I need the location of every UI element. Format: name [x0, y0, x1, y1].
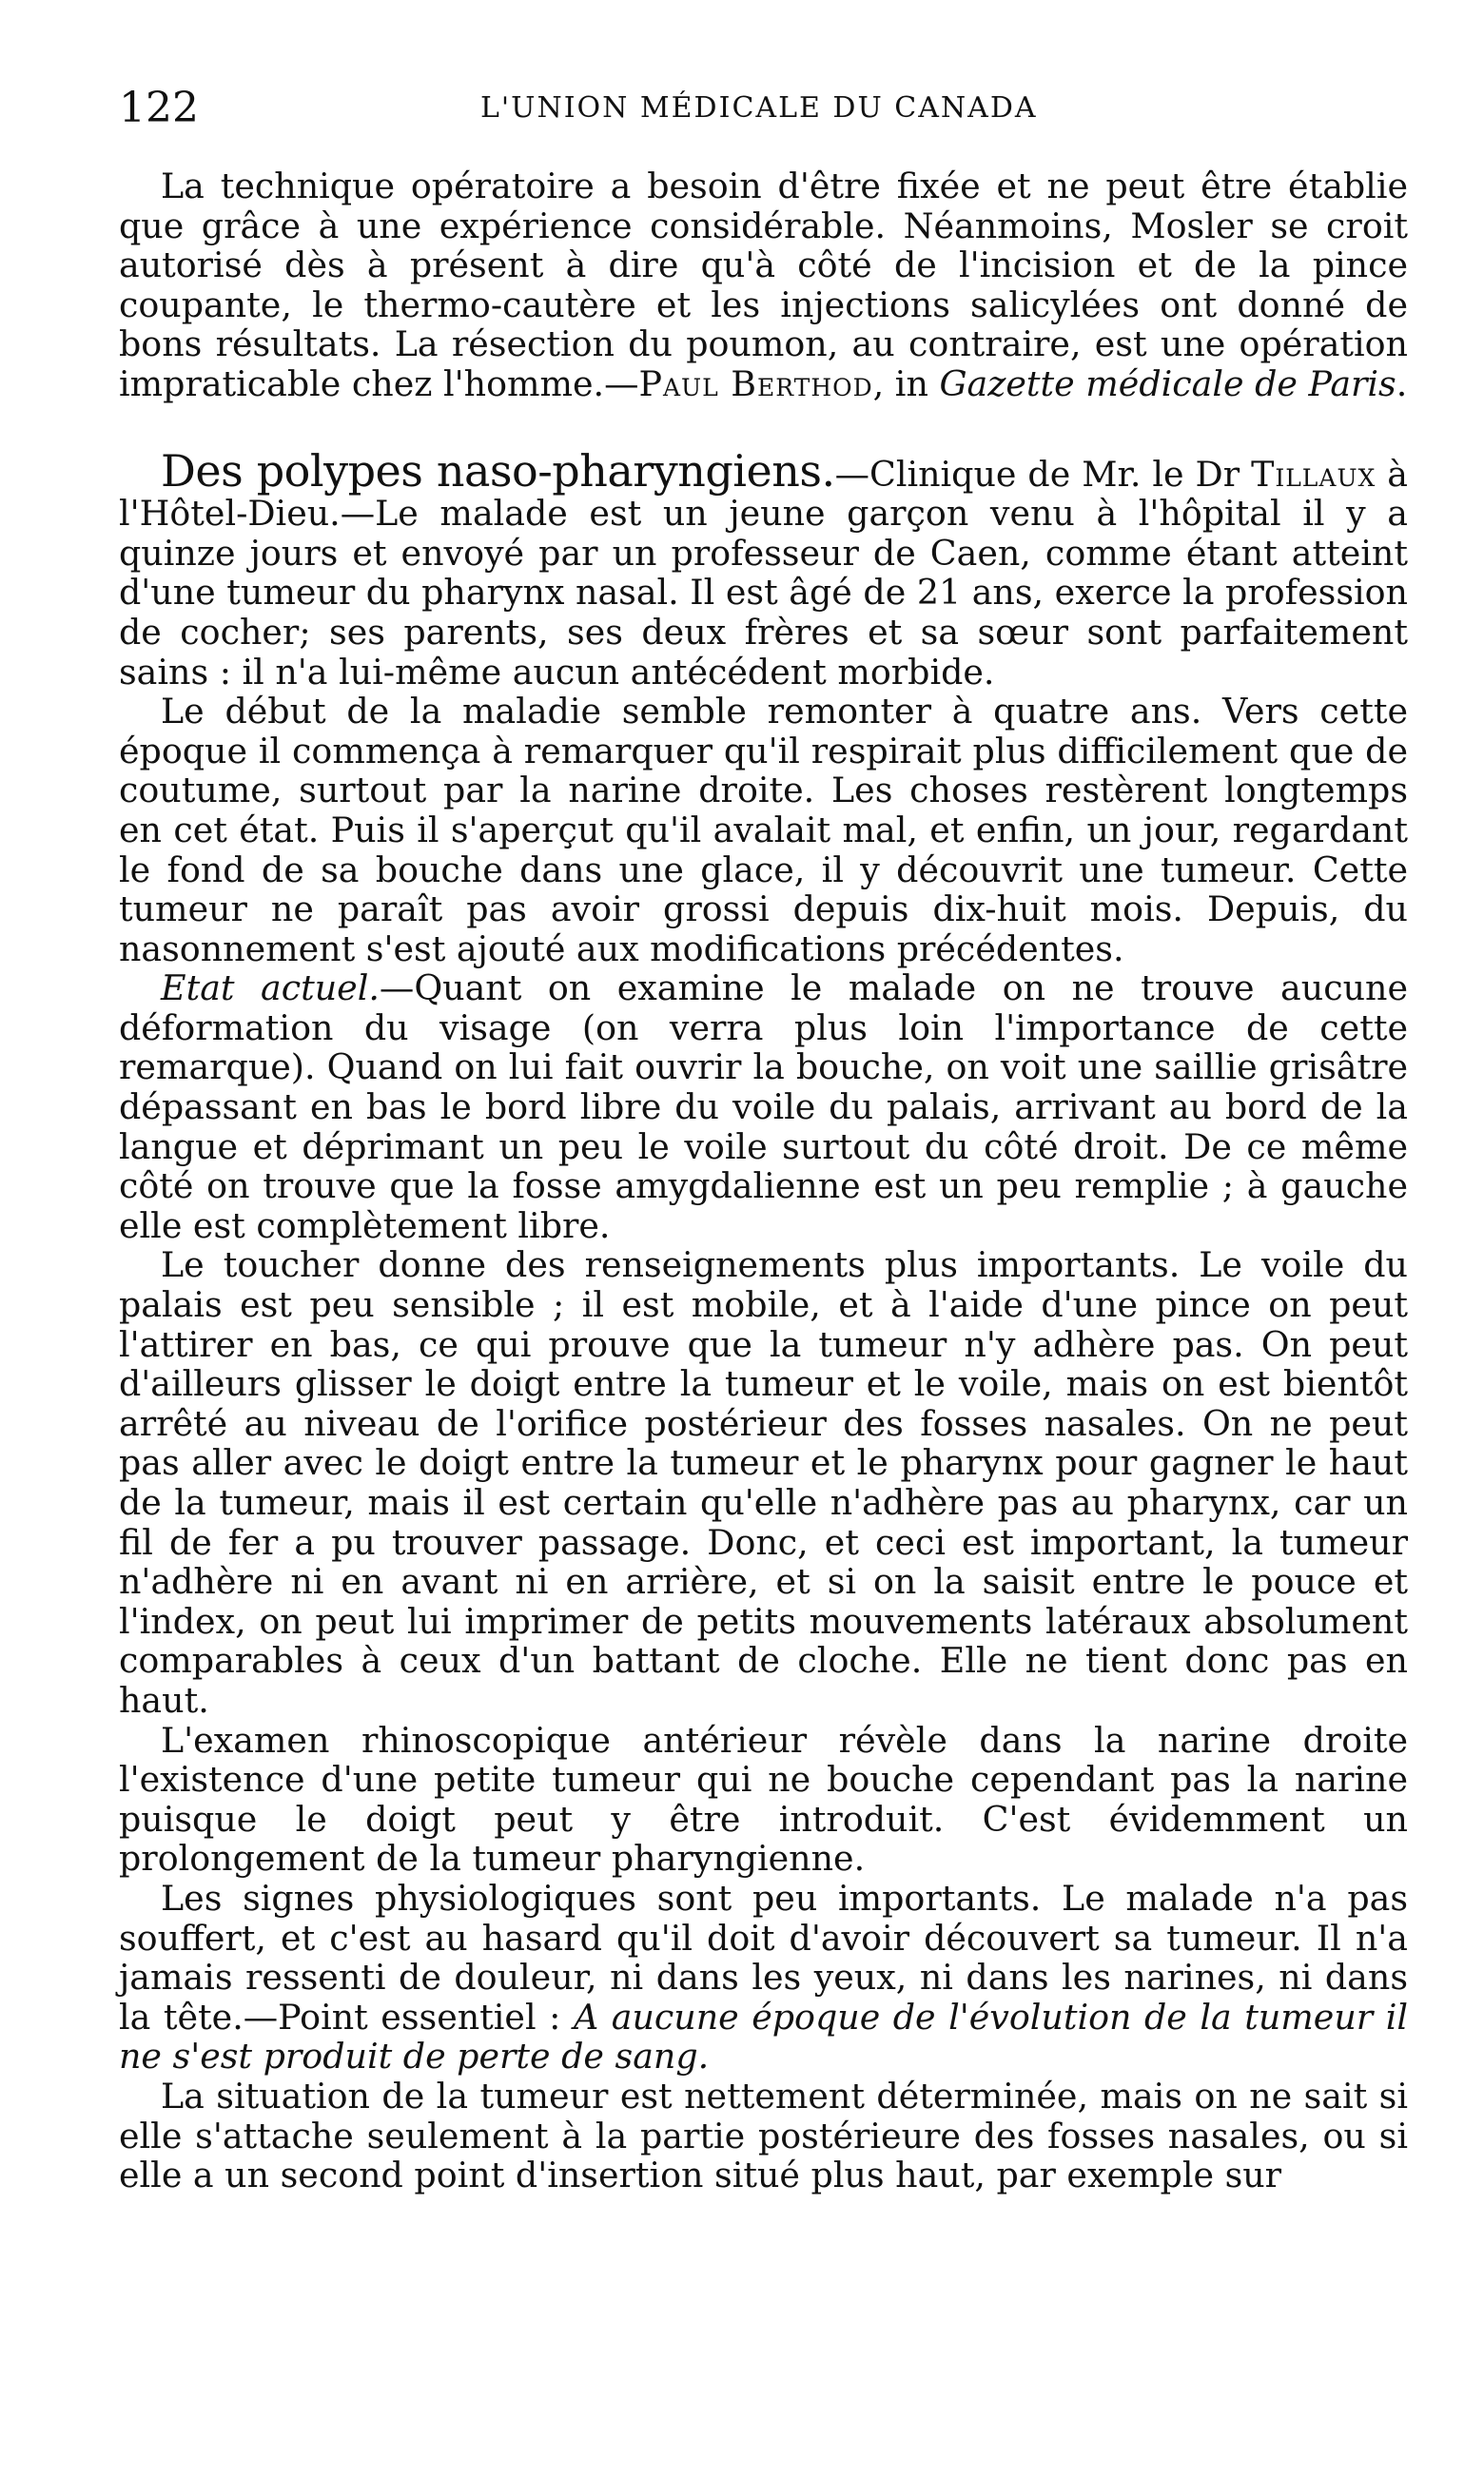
author-name: Paul Berthod [638, 362, 873, 404]
subsection-label: Etat actuel. [161, 967, 380, 1009]
paragraph-etat-actuel [119, 968, 1408, 1245]
running-head [119, 84, 1413, 131]
paragraph-situation: La situation de la tumeur est nettement déterminée, mais on ne sait si elle s'attache seulement à la partie postérieure des fosses nasales, ou si elle a un second point d'insertion situé plus haut, par exemple sur [119, 2075, 1408, 2196]
paragraph-text: La technique opératoire a besoin d'être fixée et ne peut être établie que grâce à une expérience considérable. Néanmoins, Mosler se croit autorisé dès à présent à dire qu'à côté de l'incision et de la pince coupante, le thermo-cautère et les injections salicylées ont donné de bons résultats. La résection du poumon, au contraire, est une opération impraticable chez l'homme.— [119, 166, 1408, 404]
paragraph-signes-physiologiques [119, 1879, 1408, 2077]
paragraph-examen-rhinoscopique: L'examen rhinoscopique antérieur révèle dans la narine droite l'existence d'une petite tumeur qui ne bouche cependant pas la narine puisque le doigt peut y être introduit. C'est évidemment un prolongement de la tumeur pharyngienne. [119, 1719, 1408, 1880]
journal-title: L'UNION MÉDICALE DU CANADA [480, 91, 1038, 125]
paragraph-debut: Le début de la maladie semble remonter à quatre ans. Vers cette époque il commença à remarquer qu'il respirait plus difficilement que de coutume, surtout par la narine droite. Les choses restèrent longtemps en cet état. Puis il s'aperçut qu'il avalait mal, et enfin, un jour, regardant le fond de sa bouche dans une glace, il y découvrit une tumeur. Cette tumeur ne paraît pas avoir grossi depuis dix-huit mois. Depuis, du nasonnement s'est ajouté aux modifications précédentes. [119, 691, 1408, 969]
citation-source: Gazette médicale de Paris [939, 362, 1396, 404]
section-heading: Des polypes naso-pharyngiens. [161, 444, 835, 497]
paragraph-text: —Quant on examine le malade on ne trouve aucune déformation du visage (on verra plus loin l'importance de cette remarque). Quand on lui fait ouvrir la bouche, on voit une saillie grisâtre dépassant en bas le bord libre du voile du palais, arrivant au bord de la langue et déprimant un peu le voile surtout du côté droit. De ce même côté on trouve que la fosse amygdalienne est un peu remplie ; à gauche elle est complètement libre. [119, 967, 1408, 1246]
paragraph-text: à l'Hôtel-Dieu.—Le malade est un jeune garçon venu à l'hôpital il y a quinze jours et envoyé par un professeur de Caen, comme étant atteint d'une tumeur du pharynx nasal. Il est âgé de 21 ans, exerce la profession de cocher; ses parents, ses deux frères et sa sœur sont parfaitement sains : il n'a lui-même aucun antécédent morbide. [119, 453, 1408, 693]
paragraph-text: Les signes physiologiques sont peu importants. Le malade n'a pas souffert, et c'est au hasard qu'il doit d'avoir découvert sa tumeur. Il n'a jamais ressenti de douleur, ni dans les yeux, ni dans les narines, ni dans la tête.—Point essentiel : [119, 1877, 1408, 2038]
citation-connector: , in [872, 362, 940, 404]
paragraph-polypes-intro [119, 444, 1408, 693]
emphasized-text: A aucune époque de l'évolution de la tumeur il ne s'est produit de perte de sang. [119, 1996, 1408, 2078]
article-body [119, 166, 1408, 2195]
doctor-name: Tillaux [1251, 453, 1377, 495]
citation-end: . [1396, 362, 1408, 404]
paragraph-text: —Clinique de Mr. le Dr [834, 453, 1252, 495]
paragraph-toucher: Le toucher donne des renseignements plus importants. Le voile du palais est peu sensible ; il est mobile, et à l'aide d'une pince on peut l'attirer en bas, ce qui prouve que la tumeur n'y adhère pas. On peut d'ailleurs glisser le doigt entre la tumeur et le voile, mais on est bientôt arrêté au niveau de l'orifice postérieur des fosses nasales. On ne peut pas aller avec le doigt entre la tumeur et le pharynx pour gagner le haut de la tumeur, mais il est certain qu'elle n'adhère pas au pharynx, car un fil de fer a pu trouver passage. Donc, et ceci est important, la tumeur n'adhère ni en avant ni en arrière, et si on la saisit entre le pouce et l'index, on peut lui imprimer de petits mouvements latéraux absolument comparables à ceux d'un battant de cloche. Elle ne tient donc pas en haut. [119, 1244, 1408, 1721]
page-number: 122 [119, 84, 199, 132]
paragraph-resection [119, 166, 1408, 404]
